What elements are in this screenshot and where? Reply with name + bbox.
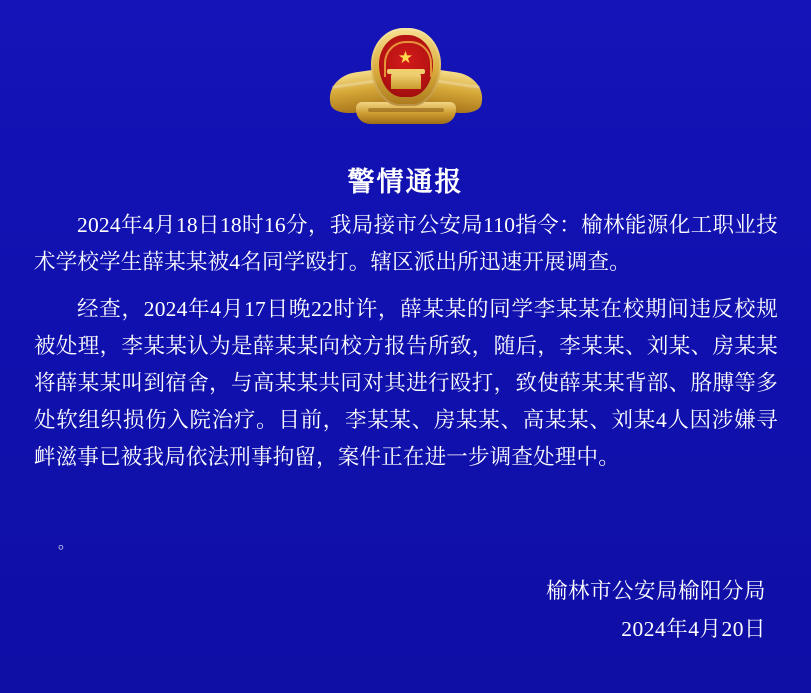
signature-issuer: 榆林市公安局榆阳分局 (545, 579, 766, 603)
page-title: 警情通报 (347, 167, 464, 197)
police-emblem-graphic (326, 20, 486, 132)
notice-paragraph-1: 2024年4月18日18时16分，我局接市公安局110指令：榆林能源化工职业技术学校学生薛某某被4名同学殴打。辖区派出所迅速开展调查。 (34, 213, 778, 274)
emblem-shield-inner-icon (379, 35, 433, 97)
emblem-gate-icon (391, 73, 421, 89)
notice-body (34, 207, 778, 486)
signature-date: 2024年4月20日 (621, 617, 766, 641)
bullet-mark: 。 (58, 535, 75, 552)
police-emblem (0, 18, 811, 133)
emblem-shield-icon (371, 28, 441, 106)
signature-block (346, 572, 766, 648)
notice-paragraph-2: 经查，2024年4月17日晚22时许，薛某某的同学李某某在校期间违反校规被处理，李某某认为是薛某某向校方报告所致，随后，李某某、刘某、房某某将薛某某叫到宿舍，与高某某共同对其进行殴打，致使薛某某背部、胳膊等多处软组织损伤入院治疗。目前，李某某、房某某、高某某、刘某4人因涉嫌寻衅滋事已被我局依法刑事拘留，案件正在进一步调查处理中。 (34, 297, 778, 469)
emblem-star-icon: ★ (397, 47, 414, 67)
